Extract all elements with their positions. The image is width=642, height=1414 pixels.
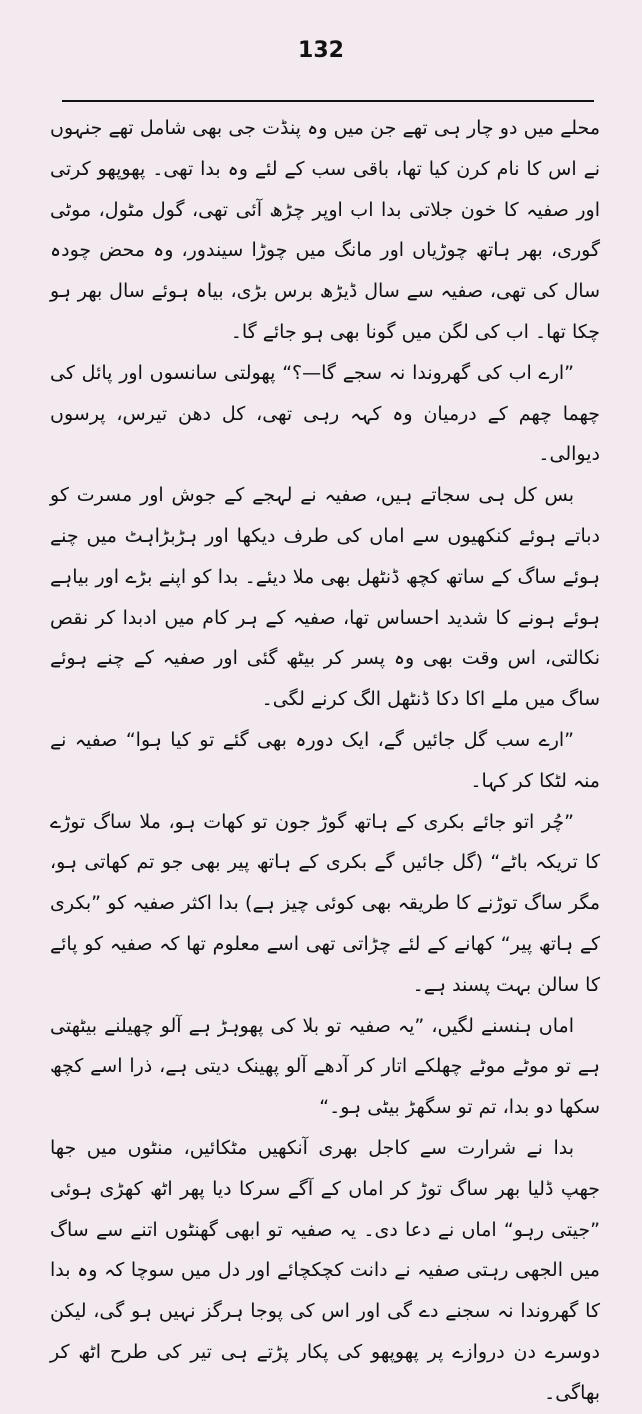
paragraph: اماں ہنسنے لگیں، ”یہ صفیہ تو بلا کی پھوہڑ ہے آلو چھیلنے بیٹھتی ہے تو موٹے موٹے چھلکے اتار کر آدھے آلو پھینک دیتی ہے، ذرا اسے کچھ سکھا دو بدا، تم تو سگھڑ بیٹی ہو۔“ [50,1014,600,1119]
paragraph: بس کل ہی سجاتے ہیں، صفیہ نے لہجے کے جوش اور مسرت کو دباتے ہوئے کنکھیوں سے اماں کی طرف دیکھا اور ہڑبڑاہٹ میں چنے ہوئے ساگ کے ساتھ کچھ ڈنٹھل بھی ملا دیئے۔ بدا کو اپنے بڑے اور بیاہے ہوئے ہونے کا شدید احساس تھا، صفیہ کے ہر کام میں ادبدا کر نقص نکالتی، اس وقت بھی وہ پسر کر بیٹھ گئی اور صفیہ کے چنے ہوئے ساگ میں ملے اکا دکا ڈنٹھل الگ کرنے لگی۔ [50,484,600,711]
header-rule [62,100,594,102]
body-text [50,108,600,1414]
paragraph: ”ارے سب گل جائیں گے، ایک دورہ بھی گئے تو کیا ہوا“ صفیہ نے منہ لٹکا کر کہا۔ [50,728,600,792]
paragraph: محلے میں دو چار ہی تھے جن میں وہ پنڈت جی بھی شامل تھے جنہوں نے اس کا نام کرن کیا تھا، باقی سب کے لئے وہ بدا تھی۔ پھوپھو کرتی اور صفیہ کا خون جلاتی بدا اب اوپر چڑھ آئی تھی، گول مٹول، موٹی گوری، بھر ہاتھ چوڑیاں اور مانگ میں چوڑا سیندور، وہ محض چودہ سال کی تھی، صفیہ سے سال ڈیڑھ برس بڑی، بیاہ ہوئے سال بھر ہو چکا تھا۔ اب کی لگن میں گونا بھی ہو جائے گا۔ [50,117,600,343]
page-number: 132 [298,38,344,63]
paragraph: بدا نے شرارت سے کاجل بھری آنکھیں مٹکائیں، منٹوں میں جھا جھپ ڈلیا بھر ساگ توڑ کر اماں کے آگے سرکا دیا پھر اٹھ کھڑی ہوئی ”جیتی رہو“ اماں نے دعا دی۔ یہ صفیہ تو ابھی گھنٹوں اتنے سے ساگ میں الجھی رہتی صفیہ نے دانت کچکچائے اور دل میں سوچا کہ وہ بدا کا گھروندا نہ سجنے دے گی اور اس کی پوجا ہرگز نہیں ہو گی، لیکن دوسرے دن دروازے پر پھوپھو کی پکار پڑتے ہی تیر کی طرح اٹھ کر بھاگی۔ [50,1136,600,1404]
paragraph: ”چُر اتو جائے بکری کے ہاتھ گوڑ جون تو کھات ہو، ملا ساگ توڑے کا تریکہ باٹے“ (گل جائیں گے بکری کے ہاتھ پیر بھی جو تم کھاتی ہو، مگر ساگ توڑنے کا طریقہ بھی کوئی چیز ہے) بدا اکثر صفیہ کو ”بکری کے ہاتھ پیر“ کھانے کے لئے چڑاتی تھی اسے معلوم تھا کہ صفیہ کو پائے کا سالن بہت پسند ہے۔ [50,810,600,996]
paragraph: ”ارے اب کی گھروندا نہ سجے گا—؟“ پھولتی سانسوں اور پائل کی چھما چھم کے درمیان وہ کہہ رہی تھی، کل دھن تیرس، پرسوں دیوالی۔ [50,361,600,466]
